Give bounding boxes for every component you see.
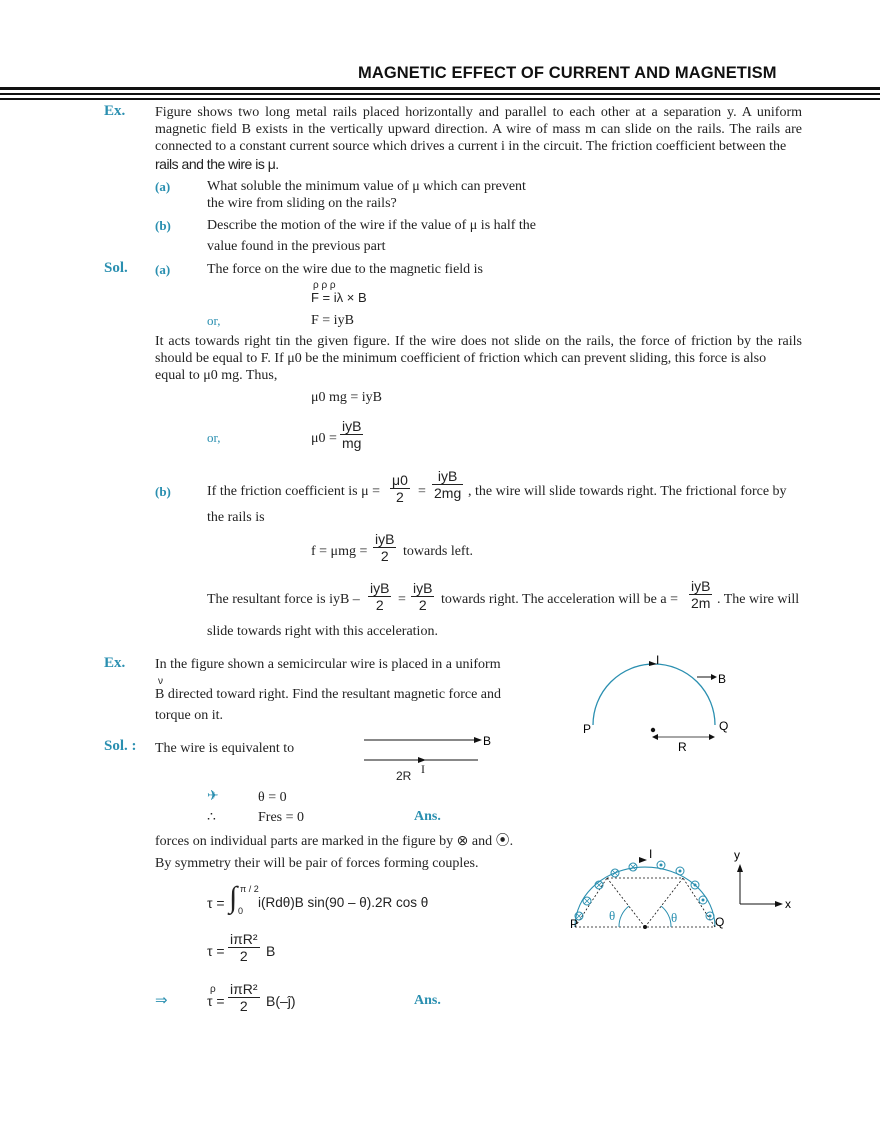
fraction: iyB 2 <box>370 580 390 613</box>
integral-lower-limit: 0 <box>238 906 244 916</box>
force-diagram <box>565 842 805 942</box>
current-label: I <box>649 847 653 861</box>
theta-label: θ <box>609 908 616 923</box>
current-label: I <box>656 653 660 667</box>
theta-label: θ <box>671 910 678 925</box>
equation-lhs: τ = <box>207 993 225 1009</box>
question-a-label: (a) <box>155 179 171 194</box>
solution-text: The resultant force is iyB – <box>207 592 360 607</box>
solution-text: towards right. The acceleration will be a = <box>441 592 678 607</box>
example-text: torque on it. <box>155 708 224 723</box>
question-b-text: Describe the motion of the wire if the value of μ is half the <box>207 218 537 233</box>
semicircle-figure <box>575 652 735 752</box>
solution-text: , the wire will slide towards right. The frictional force by <box>468 484 787 499</box>
solution-text: forces on individual parts are marked in the figure by ⊗ and ⦿. <box>155 834 514 849</box>
or-label: or, <box>207 430 221 445</box>
fraction: iπR² 2 <box>230 931 258 964</box>
integral-sign: ∫ <box>229 881 238 914</box>
x-axis-label: x <box>785 897 791 911</box>
point-q-label: Q <box>715 915 725 929</box>
page-title: MAGNETIC EFFECT OF CURRENT AND MAGNETISM <box>358 64 777 82</box>
equation: f = μmg = <box>311 544 368 559</box>
equation: B <box>266 943 276 959</box>
vector-mark: ν <box>158 676 163 687</box>
vector-mark: ρ <box>210 984 216 995</box>
point-p-label: P <box>570 917 579 931</box>
equation: F = iyB <box>311 313 354 328</box>
solution-text: The wire is equivalent to <box>155 741 295 756</box>
equation-lhs: μ0 = <box>311 431 337 446</box>
question-a-text: the wire from sliding on the rails? <box>207 196 397 211</box>
fraction: iyB 2 <box>375 531 395 564</box>
fraction: iyB 2m <box>691 578 711 611</box>
radius-label: R <box>678 740 687 754</box>
solution-text: The force on the wire due to the magnetic field is <box>207 262 484 277</box>
solution-text: the rails is <box>207 510 265 525</box>
point-p-label: P <box>583 722 592 736</box>
example-text-last: rails and the wire is μ. <box>155 156 279 172</box>
equation: θ = 0 <box>258 790 287 805</box>
length-label: 2R <box>396 769 412 783</box>
fraction: iπR² 2 <box>230 981 258 1014</box>
integral-upper-limit: π / 2 <box>240 884 259 894</box>
example-text: Figure shows two long metal rails placed horizontally and parallel to each other at a separation y. A uniform magnetic field B exists in the vertically upward direction. A wire of mass m can slide on the rails. The rails are connected to a constant current source which drives a current i in the circuit. The friction coefficient between the <box>155 105 802 154</box>
solution-label: Sol. : <box>104 738 137 754</box>
fraction: iyB 2mg <box>434 468 462 501</box>
question-a-text: What soluble the minimum value of μ which can prevent <box>207 179 526 194</box>
solution-b-label: (b) <box>155 484 171 499</box>
therefore-symbol: ∴ <box>207 810 216 825</box>
equation-lhs: τ = <box>207 943 225 959</box>
example-label: Ex. <box>104 103 126 119</box>
example-text: In the figure shown a semicircular wire is placed in a uniform <box>155 657 501 672</box>
vector-marks: ρ ρ ρ <box>313 280 336 291</box>
solution-text: . The wire will <box>717 592 800 607</box>
solution-text: If the friction coefficient is μ = <box>207 484 380 499</box>
answer-label: Ans. <box>414 809 441 824</box>
current-label: I <box>421 762 425 776</box>
equation: μ0 mg = iyB <box>311 390 383 405</box>
question-b-text: value found in the previous part <box>207 239 386 254</box>
equals: = <box>398 592 406 607</box>
header-rule <box>0 87 880 100</box>
answer-label: Ans. <box>414 993 441 1008</box>
field-label: B <box>483 734 492 748</box>
solution-paragraph: It acts towards right tin the given figure. If the wire does not slide on the rails, the force of friction by the rails should be equal to F. If μ0 be the minimum coefficient of friction which can prevent sliding, this force is also <box>155 334 802 366</box>
solution-text: By symmetry their will be pair of forces forming couples. <box>155 856 479 871</box>
fraction: μ0 2 <box>392 472 408 505</box>
solution-text: towards left. <box>403 544 473 559</box>
implies-symbol: ⇒ <box>155 993 168 1009</box>
example-text: B directed toward right. Find the resultant magnetic force and <box>155 687 502 702</box>
solution-text: slide towards right with this acceleration. <box>207 624 438 639</box>
equals: = <box>418 484 426 499</box>
example-label: Ex. <box>104 655 126 671</box>
solution-paragraph-last: equal to μ0 mg. Thus, <box>155 368 278 383</box>
field-label: B <box>718 672 727 686</box>
equation: Fres = 0 <box>258 810 305 825</box>
fraction: iyB 2 <box>413 580 433 613</box>
equation: F = iλ × B <box>311 290 367 305</box>
arrow-icon: ✈ <box>207 789 219 804</box>
equation: B(–ĵ) <box>266 993 296 1009</box>
solution-label: Sol. <box>104 260 128 276</box>
y-axis-label: y <box>734 848 740 862</box>
equation-lhs: τ = <box>207 895 225 911</box>
or-label: or, <box>207 313 221 328</box>
integrand: i(Rdθ)B sin(90 – θ).2R cos θ <box>258 895 429 910</box>
question-b-label: (b) <box>155 218 171 233</box>
fraction: iyB mg <box>342 418 362 451</box>
solution-a-label: (a) <box>155 262 171 277</box>
point-q-label: Q <box>719 719 729 733</box>
equivalent-wire-figure <box>362 730 502 770</box>
